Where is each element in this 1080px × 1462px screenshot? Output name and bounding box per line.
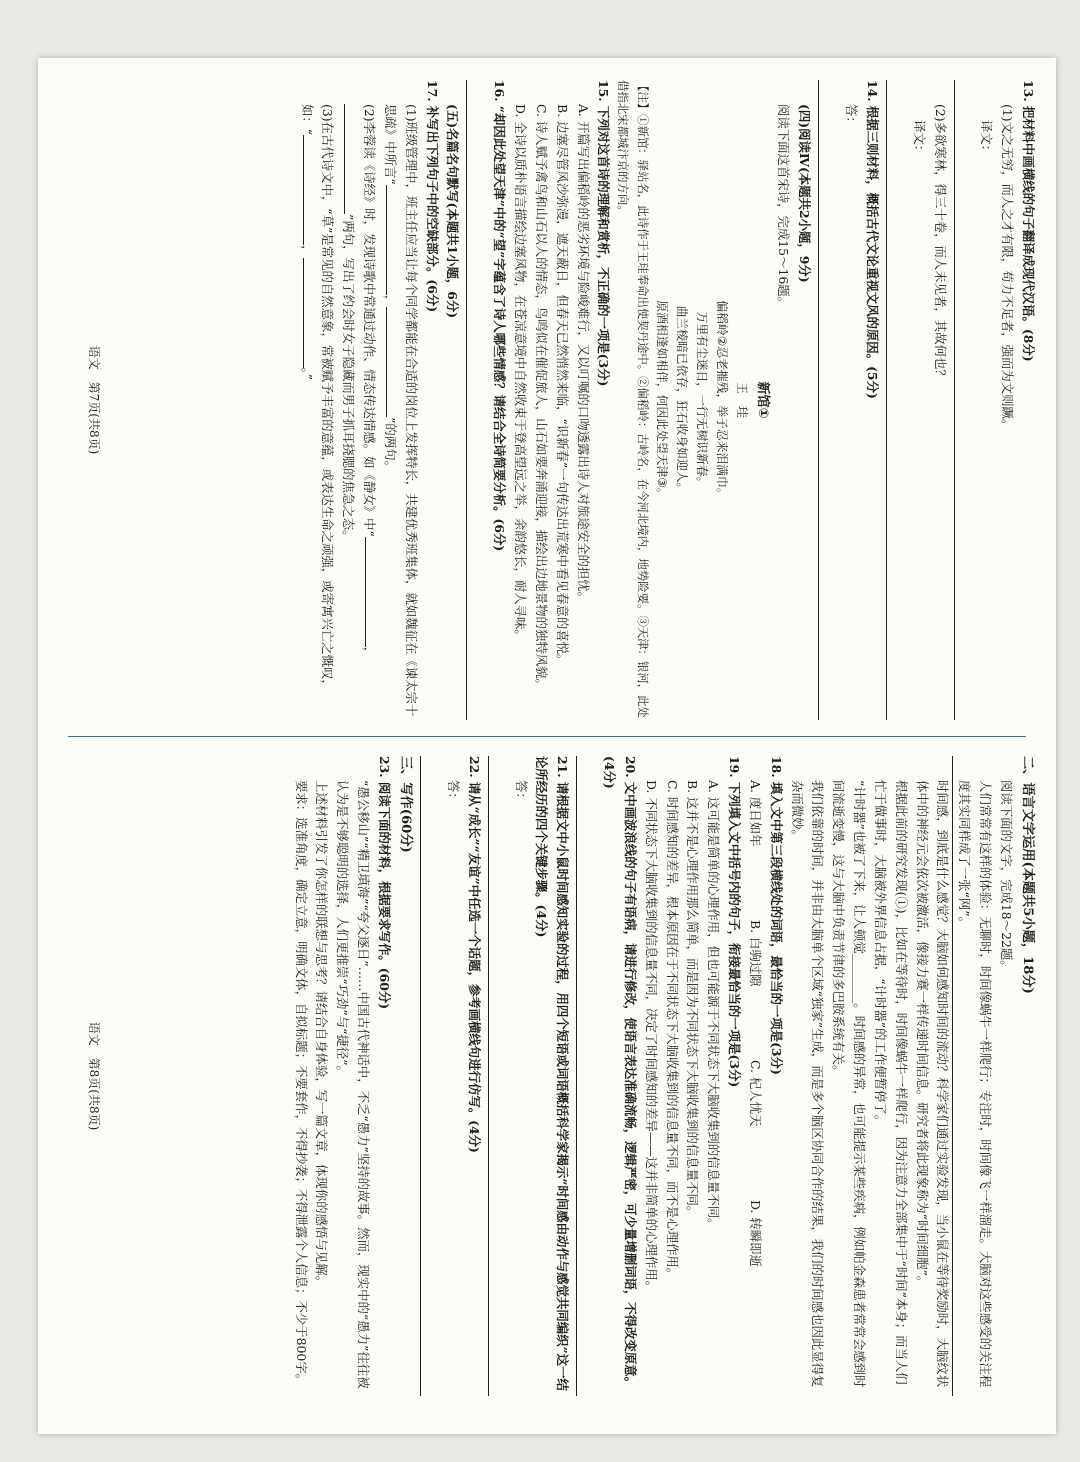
q14-ans: 答： — [844, 104, 860, 129]
q19-option-b: B. 这并不是心理作用那么简单，而是因为不同状态下大脑收集到的信息量不同。 — [685, 780, 701, 1219]
q17-head: 17. 补写出下列句子中的空缺部分。(6分) — [424, 80, 440, 313]
q18-head: 18. 填入文中第三段横线处的词语，最恰当的一项是(3分) — [768, 756, 784, 1075]
fill-blank[interactable] — [303, 258, 304, 368]
q23-requirements: 要求：选准角度，确定立意，明确文体，自拟标题；不要套作，不得抄袭；不得泄露个人信息；不少于800字。 — [293, 780, 309, 1387]
q16-head: 16. “却因此处望天津”中的“望”字蕴含了诗人哪些情感？请结合全诗简要分析。(6分) — [492, 80, 508, 552]
fill-blank[interactable] — [386, 307, 387, 417]
q13-head: 13. 把材料中画横线的句子翻译成现代汉语。(8分) — [1021, 80, 1036, 362]
q18-option-b: B. 白驹过隙 — [747, 920, 763, 987]
q21-head: 21. 请根据文中小鼠时间感知实验的过程，用四个短语或词语概括科学家揭示“时间感由动作与感觉共同编织”这一结论所经历的四个关键步骤。(4分) — [534, 756, 571, 1391]
passage-intro: 阅读下面的文字，完成18～22题。 — [998, 780, 1014, 973]
section-title: 二、语言文字运用(本题共5小题，18分) — [1020, 756, 1035, 994]
passage-para: “计时器”也被了下来，让人顿觉________。时间感的异常，也可能提示某些疾病，例如帕金森患者常常会感到时间流逝变慢，这与大脑中负责节律的多巴胺系统有关。 — [831, 780, 868, 1388]
fill-blank[interactable] — [303, 135, 304, 245]
answer-line[interactable] — [420, 756, 440, 1396]
q18-options — [744, 756, 765, 1396]
q17-s1: (1)班级管理中，班主任应当让每个同学都能在合适的岗位上发挥特长，共建优秀班集体，就如魏征在《谏太宗十思疏》中所言“ — [382, 104, 419, 717]
q18-option-d: D. 转瞬即逝 — [747, 1200, 763, 1267]
page-divider — [68, 736, 1026, 737]
passage-para: 时间感，到底是什么感觉？大脑如何感知时间的流动？科学家们通过实验发现，当小鼠在等待奖励时，大脑纹状体中的神经元会依次被激活，像接力赛一样传递时间信息。研究者将此现象称为“时间细胞”。 — [914, 780, 951, 1388]
answer-line[interactable] — [466, 80, 486, 720]
passage-para: 根据此前的研究发现(①)，比如在等待时，时间像蜗牛一样爬行，因为注意力全部集中于“时间”本身；而当人们忙于做事时，大脑被外界信息占据，“计时器”的工作便暂停了。 — [872, 780, 909, 1385]
q22-head: 22. 请从“成长”“友谊”中任选一个话题，参考画横线句进行仿写。(4分) — [466, 756, 482, 1153]
page-7: 13. 把材料中画横线的句子翻译成现代汉语。(8分) (1)文之无穷，而人之才有限，苟力不足者，强而为文则蹶。 译文： (2)多欲寒林，得三十卷，而人未见者，其故何也？ 译文： 14. 根据三则材料，概括古代文论重视文风的原因。(5分) 答： (四)阅读Ⅳ(本题共2小题，9分) 阅读下面这首宋诗，完成15～16题。 新馆① 王 珪 偏稻岭②忍老摧残，举子忍来泪满巾。 万里有尘迷日，一行无树识新春。 曲兰棱暗已依存，狂石收身如迎人。 原酒相逢如相伴，何因此处望天津③。 【注】①新馆：驿站名，此诗作于王珪奉命出使契丹途中。②偏稻岭：古岭名，在今河北境内，地势险要。③天津：银河，此处借指北宋都城汴京的方向。 15. 下列对这首诗的理解和赏析，不正确的一项是(3分) A. 开篇写出偏稻岭的恶劣环境与险峻难行，又以叮嘱的口吻透露出诗人对旅途安全的担忧。 B. 边塞尽管风沙弥漫，遮天蔽日，但春天已然悄然来临，“识新春”一句传达出荒寒中看见春意的喜悦。 C. 诗人赋予禽鸟和山石以人的情态，鸟鸣似在催促旅人，山石如要奔涌迎接，描绘出边地景物的独特风貌。 D. 全诗以质朴语言描绘边塞风物，在苍凉意境中自然收束于登高望远之举，余韵悠长，耐人寻味。 16. “却因此处望天津”中的“望”字蕴含了诗人哪些情感？请结合全诗简要分析。(6分) (五)名篇名句默写(本题共1小题，6分) 17. 补写出下列句子中的空缺部分。(6分) (1)班级管理中，班主任应当让每个同学都能在合适的岗位上发挥特长，共建优秀班集体，就如魏征在《谏太宗十思疏》中所言“，”的两句。 (2)李蓉读《诗经》时，发现诗歌中常通过动作、情态传达情感。如《静女》中“，”两句，写出了约会时女子隐藏而男子抓耳挠腮的焦急之态。 (3)在古代诗文中，“草”是常见的自然意象，常被赋予丰富的意蕴，或表达生命之顽强，或寄寓兴亡之慨叹，如：“，。” 语文 第7页(共8页) — [78, 80, 1038, 720]
poem-line: 偏稻岭②忍老摧残，举子忍来泪满巾。 — [714, 300, 729, 500]
answer-label: 答： — [445, 780, 461, 805]
q23-prompt: 上述材料引发了你怎样的联想与思考？请结合自身体验，写一篇文章，体现你的感悟与见解。 — [314, 780, 330, 1289]
q20-head: 20. 文中画波浪线的句子有语病，请进行修改，使语言表达准确流畅，逻辑严密，可少量增删词语，不得改变原意。(4分) — [602, 756, 638, 1390]
q17-s1-tail: ”的两句。 — [382, 417, 398, 473]
q15-option-b: B. 边塞尽管风沙弥漫，遮天蔽日，但春天已然悄然来临，“识新春”一句传达出荒寒中看见春意的喜悦。 — [554, 104, 570, 667]
q19-head: 19. 下列填入文中括号内的句子，衔接最恰当的一项是(3分) — [727, 756, 743, 1088]
poem-line: 万里有尘迷日，一行无树识新春。 — [695, 311, 710, 489]
answer-line[interactable] — [576, 756, 596, 1396]
q15-option-d: D. 全诗以质朴语言描绘边塞风物，在苍凉意境中自然收束于登高望远之举，余韵悠长，耐人寻味。 — [513, 104, 529, 642]
fill-blank[interactable] — [365, 537, 366, 647]
part3-title: 三、写作(60分) — [398, 756, 414, 853]
answer-line[interactable] — [488, 756, 508, 1396]
fill-blank[interactable] — [344, 104, 345, 214]
q17-s3: (3)在古代诗文中，“草”是常见的自然意象，常被赋予丰富的意蕴，或表达生命之顽强，或寄寓兴亡之慨叹，如：“ — [299, 104, 336, 692]
poem-author: 王 珪 — [734, 382, 749, 418]
answer-line[interactable] — [886, 80, 906, 720]
q13-s1: (1)文之无穷，而人之才有限，苟力不足者，强而为文则蹶。 — [1000, 104, 1016, 432]
page-8 — [78, 756, 1038, 1396]
page-footer: 语文 第8页(共8页) — [87, 1021, 102, 1131]
poem-note: 【注】①新馆：驿站名，此诗作于王珪奉命出使契丹途中。②偏稻岭：古岭名，在今河北境内，地势险要。③天津：银河，此处借指北宋都城汴京的方向。 — [616, 80, 650, 718]
q14-head: 14. 根据三则材料，概括古代文论重视文风的原因。(5分) — [864, 80, 880, 399]
part5-head: (五)名篇名句默写(本题共1小题，6分) — [445, 104, 461, 319]
q15-head: 15. 下列对这首诗的理解和赏析，不正确的一项是(3分) — [596, 80, 612, 387]
poem-line: 曲兰棱暗已依存，狂石收身如迎人。 — [675, 305, 690, 495]
q17-s2: (2)李蓉读《诗经》时，发现诗歌中常通过动作、情态传达情感。如《静女》中“ — [362, 104, 378, 537]
exam-sheet — [38, 58, 1056, 1434]
q18-option-c: C. 杞人忧天 — [747, 1060, 763, 1127]
passage-para: 人们常常有这样的体验：无聊时，时间像蜗牛一样爬行；专注时，时间像飞一样溜走。大脑对这些感受的关注程度其实同样成了一张“网”。 — [952, 756, 995, 1396]
q19-option-d: D. 不同状态下大脑收集到的信息量不同，决定了时间感知的差异——这并非简单的心理作用。 — [643, 780, 659, 1293]
fill-blank[interactable] — [386, 185, 387, 295]
part4-head: (四)阅读Ⅳ(本题共2小题，9分) — [797, 104, 813, 283]
poem-title: 新馆① — [754, 381, 770, 419]
answer-line[interactable] — [818, 80, 838, 720]
poem-line: 原酒相逢如相伴，何因此处望天津③。 — [655, 300, 670, 500]
q19-option-c: C. 时间感知的差异，根本原因在于不同状态下大脑收集到的信息量不同，而不是心理作用。 — [664, 780, 680, 1281]
q15-option-a: A. 开篇写出偏稻岭的恶劣环境与险峻难行，又以叮嘱的口吻透露出诗人对旅途安全的担忧。 — [575, 104, 591, 605]
part4-intro: 阅读下面这首宋诗，完成15～16题。 — [776, 104, 792, 310]
q13-s2: (2)多欲寒林，得三十卷，而人未见者，其故何也？ — [932, 104, 948, 382]
poem-block — [652, 80, 773, 720]
q18-option-a: A. 度日如年 — [747, 780, 763, 847]
q23-head: 23. 阅读下面的材料，根据要求写作。(60分) — [376, 756, 392, 1010]
q17-s2-mid: ”两句，写出了约会时女子隐藏而男子抓耳挠腮的焦急之态。 — [341, 214, 357, 543]
answer-label: 答： — [513, 780, 529, 805]
page-footer: 语文 第7页(共8页) — [87, 345, 102, 455]
q19-option-a: A. 这可能是简单的心理作用，但也可能源于不同状态下大脑收集到的信息量不同。 — [706, 780, 722, 1231]
q13-s1-label: 译文： — [979, 120, 995, 158]
q13-s2-label: 译文： — [911, 120, 927, 158]
answer-line[interactable] — [954, 80, 974, 720]
passage-para: 我们依靠的时间，并非由大脑单个区域“独家”生成，而是多个脑区协同合作的结果，我们的时间感也因此显得复杂而微妙。 — [789, 780, 826, 1388]
q15-option-c: C. 诗人赋予禽鸟和山石以人的情态，鸟鸣似在催促旅人，山石如要奔涌迎接，描绘出边地景物的独特风貌。 — [533, 104, 549, 691]
q23-material: “愚公移山”“精卫填海”“夸父逐日”……中国古代神话中，不乏“愚力”坚持的故事。然而，现实中的“愚力”往往被认为是不够聪明的选择，人们更推崇“巧劲”与“捷径”。 — [335, 780, 372, 1389]
